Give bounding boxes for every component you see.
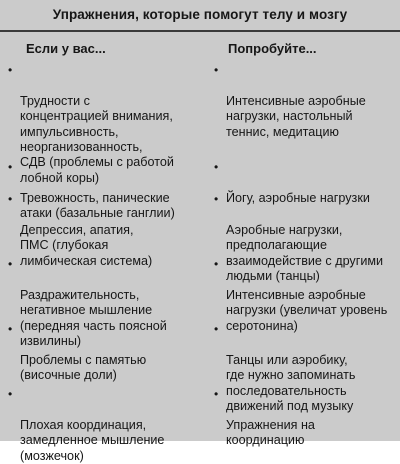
bullet-icon: •: [214, 387, 219, 401]
table-title: Упражнения, которые помогут телу и мозгу: [52, 7, 348, 22]
problem-item-6: [8, 387, 219, 464]
bullet-icon: •: [214, 160, 219, 174]
bullet-icon: •: [214, 322, 219, 336]
bullet-icon: •: [214, 192, 219, 206]
column-header-solution: Попробуйте...: [228, 41, 317, 56]
solution-text: Интенсивные аэробные нагрузки, настольный теннис, медитацию: [226, 93, 366, 139]
bullet-icon: •: [8, 387, 13, 401]
bullet-icon: •: [214, 63, 219, 77]
problem-text: Тревожность, панические атаки (базальные ганглии): [20, 190, 175, 221]
bullet-icon: •: [8, 63, 13, 77]
bullet-icon: •: [8, 257, 13, 271]
solution-item-6: [214, 387, 394, 449]
bullet-icon: •: [8, 192, 13, 206]
problem-text: Трудности с концентрацией внимания, импульсивность, неорганизованность, СДВ (проблемы с работой лобной коры): [20, 93, 174, 185]
problem-text: Проблемы с памятью (височные доли): [20, 352, 147, 383]
solution-text: Танцы или аэробику, где нужно запоминать последовательность движений под музыку: [226, 352, 356, 414]
solution-text: Йогу, аэробные нагрузки: [226, 190, 370, 205]
title-divider: [0, 30, 400, 32]
column-header-problem: Если у вас...: [26, 41, 106, 56]
solution-text: Упражнения на координацию: [226, 417, 315, 448]
bullet-icon: •: [214, 257, 219, 271]
solution-item-1: [214, 63, 394, 140]
solution-text: Аэробные нагрузки, предполагающие взаимодействие с другими людьми (танцы): [226, 222, 384, 284]
problem-text: Раздражительность, негативное мышление (передняя часть поясной извилины): [20, 287, 167, 349]
problem-text: Плохая координация, замедленное мышление (мозжечок): [20, 417, 165, 463]
problem-item-5: [8, 322, 219, 384]
bullet-icon: •: [8, 322, 13, 336]
solution-text: Интенсивные аэробные нагрузки (увеличат уровень серотонина): [226, 287, 388, 333]
bullet-icon: •: [8, 160, 13, 174]
problem-text: Депрессия, апатия, ПМС (глубокая лимбическая система): [20, 222, 153, 268]
